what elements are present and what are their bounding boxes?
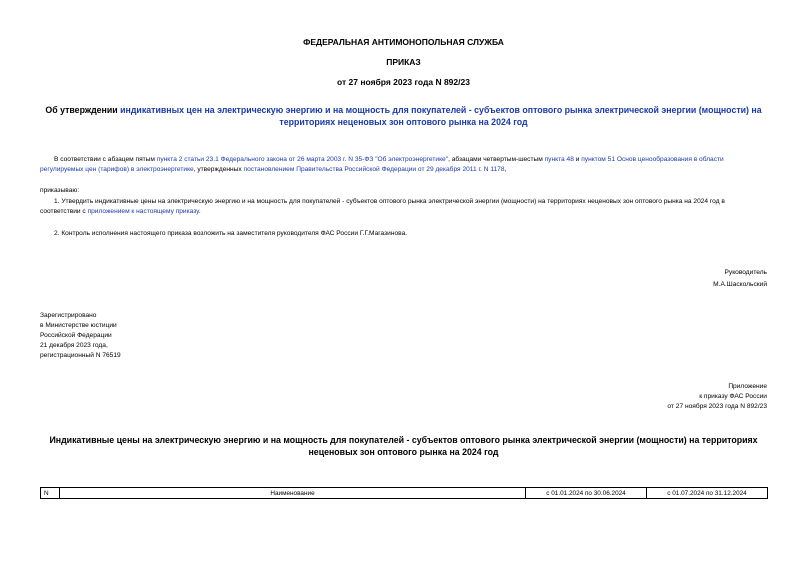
registration-line: Зарегистрировано (40, 312, 97, 319)
col-name-header: Наименование (60, 488, 526, 499)
item1-appendix-link[interactable]: приложением к настоящему приказу (87, 208, 199, 215)
preamble-text-3: и (573, 156, 582, 163)
preamble-link-decree[interactable]: постановлением Правительства Российской Федерации от 29 декабря 2011 г. N 1178 (243, 166, 505, 173)
preamble-link-p51[interactable]: пунктом 51 Основ ценообразования в области регулируемых цен (тарифов) в электроэнергетике (40, 156, 724, 173)
preamble-text-2: , абзацами четвертым-шестым (448, 156, 545, 163)
prices-table (40, 487, 768, 499)
registration-line: в Министерстве юстиции (40, 322, 117, 329)
col-period1-header: с 01.01.2024 по 30.06.2024 (526, 488, 647, 499)
order-item-1 (40, 197, 767, 217)
table-header-row (41, 488, 768, 499)
appendix-title: Индикативные цены на электрическую энергию и на мощность для покупателей - субъектов оптового рынка электрической энергии (мощности) на территориях неценовых зон оптового рынка на 2024 год (49, 435, 758, 457)
preamble (40, 155, 767, 175)
col-period2-header: с 01.07.2024 по 31.12.2024 (647, 488, 768, 499)
item1-end: . (198, 208, 201, 215)
order-title-prefix: Об утверждении (45, 105, 121, 115)
order-title (40, 105, 767, 128)
preamble-link-p48[interactable]: пункта 48 (544, 156, 574, 163)
preamble-text-4: , утвержденных (193, 166, 244, 173)
preamble-text-1: В соответствии с абзацем пятым (54, 156, 157, 163)
appendix-ref: к приказу ФАС России (699, 393, 767, 400)
preamble-text-5: , (504, 166, 507, 173)
appendix-date: от 27 ноября 2023 года N 892/23 (667, 403, 767, 410)
registration-line: регистрационный N 76519 (40, 352, 121, 359)
col-n-header: N (41, 488, 60, 499)
registration-block (40, 311, 121, 361)
order-item-2: 2. Контроль исполнения настоящего приказа возложить на заместителя руководителя ФАС России Г.Г.Магазинова. (54, 230, 408, 237)
orders-word: приказываю: (40, 187, 80, 194)
preamble-link-law[interactable]: пункта 2 статьи 23.1 Федерального закона от 26 марта 2003 г. N 35-ФЗ "Об электроэнергетике" (156, 156, 449, 163)
agency-name: ФЕДЕРАЛЬНАЯ АНТИМОНОПОЛЬНАЯ СЛУЖБА (303, 37, 504, 47)
appendix-label: Приложение (728, 383, 767, 390)
item1-text: 1. Утвердить индикативные цены на электрическую энергию и на мощность для покупателей - субъектов оптового рынка электрической энергии (мощности) на территориях неценовых зон оптового рынка на 2024 год в соответствии с (40, 198, 725, 215)
signature-name: М.А.Шаскольский (713, 281, 767, 288)
doc-type: ПРИКАЗ (386, 57, 421, 67)
doc-date-number: от 27 ноября 2023 года N 892/23 (337, 77, 470, 87)
order-title-link[interactable]: индикативных цен на электрическую энергию и на мощность для покупателей - субъектов оптового рынка электрической энергии (мощности) на территориях неценовых зон оптового рынка на 2024 год (120, 105, 762, 127)
registration-line: Российской Федерации (40, 332, 112, 339)
appendix-block (667, 382, 767, 412)
registration-line: 21 декабря 2023 года, (40, 342, 108, 349)
signature-position: Руководитель (724, 269, 767, 276)
